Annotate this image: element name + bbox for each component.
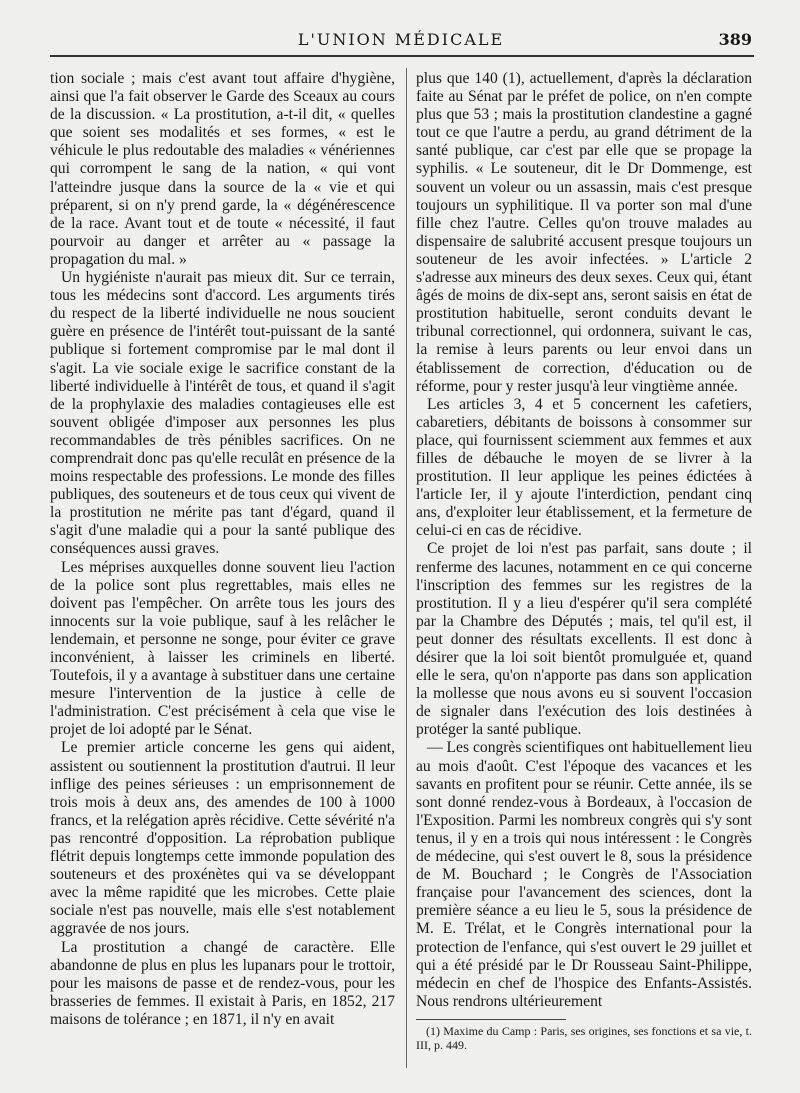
paragraph: plus que 140 (1), actuellement, d'après la déclaration faite au Sénat par le préfet de police, on n'en compte plus que 53 ; mais la prostitution clandestine a gagné tout ce que l'autre a perdu, au grand détriment de la santé publique, car c'est par elle que se propage la syphilis. « Le souteneur, dit le Dr Dommenge, est souvent un voleur ou un assassin, mais c'est presque toujours un syphilitique. Il va porter son mal d'une fille chez l'autre. Celles qu'on trouve malades au dispensaire de salubrité accusent presque toujours un souteneur de les avoir infectées. » L'article 2 s'adresse aux mineurs des deux sexes. Ceux qui, étant âgés de moins de dix-sept ans, seront saisis en état de prostitution habituelle, seront conduits devant le tribunal correctionnel, qui ordonnera, suivant le cas, la remise à leurs parents ou leur envoi dans un établissement de correction, d'éducation ou de réforme, pour y rester jusqu'à leur vingtième année. [416, 70, 752, 395]
right-column [416, 70, 752, 1052]
footnote: (1) Maxime du Camp : Paris, ses origines, ses fonctions et sa vie, t. III, p. 449. [416, 1023, 752, 1052]
footnote-rule [416, 1019, 566, 1020]
left-column [50, 70, 395, 1029]
paragraph: Le premier article concerne les gens qui aident, assistent ou soutiennent la prostitution d'autrui. Il leur inflige des peines sérieuses : un emprisonnement de trois mois à deux ans, des amendes de 100 à 1000 francs, et la relégation après récidive. Cette sévérité n'a pas rencontré d'opposition. La réprobation publique flétrit depuis longtemps cette immonde population des souteneurs et des proxénètes qui va se développant avec la même rapidité que les microbes. Cette plaie sociale n'est pas nouvelle, mais elle s'est notablement aggravée de nos jours. [50, 739, 395, 938]
page-number: 389 [718, 30, 752, 49]
paragraph: Ce projet de loi n'est pas parfait, sans doute ; il renferme des lacunes, notamment en ce qui concerne l'inscription des femmes sur les registres de la prostitution. Il y a lieu d'espérer qu'il sera complété par la Chambre des Députés ; mais, tel qu'il est, il peut donner des résultats excellents. Il est donc à désirer que la loi soit bientôt promulguée et, quand elle le sera, qu'on n'apporte pas dans son application la mollesse que nous avons eu si souvent l'occasion de signaler dans l'exécution des lois destinées à protéger la santé publique. [416, 540, 752, 739]
paragraph: — Les congrès scientifiques ont habituellement lieu au mois d'août. C'est l'époque des vacances et les savants en profitent pour se réunir. Cette année, ils se sont donné rendez-vous à Bordeaux, à l'occasion de l'Exposition. Parmi les nombreux congrès qui s'y sont tenus, il y en a trois qui nous intéressent : le Congrès de médecine, qui s'est ouvert le 8, sous la présidence de M. Bouchard ; le Congrès de l'Association française pour l'avancement des sciences, dont la première séance a eu lieu le 5, sous la présidence de M. E. Trélat, et le Congrès international pour la protection de l'enfance, qui s'est ouvert le 29 juillet et qui a été présidé par le Dr Rousseau Saint-Philippe, médecin en chef de l'hospice des Enfants-Assistés. Nous rendrons ultérieurement [416, 739, 752, 1010]
header-rule [50, 55, 754, 57]
running-title: L'UNION MÉDICALE [297, 30, 505, 49]
paragraph: La prostitution a changé de caractère. Elle abandonne de plus en plus les lupanars pour le trottoir, pour les maisons de passe et de rendez-vous, pour les brasseries de femmes. Il existait à Paris, en 1852, 217 maisons de tolérance ; en 1871, il n'y en avait [50, 938, 395, 1028]
column-divider [406, 68, 407, 1068]
page-header [50, 30, 752, 54]
paragraph: Un hygiéniste n'aurait pas mieux dit. Sur ce terrain, tous les médecins sont d'accord. Les arguments tirés du respect de la liberté individuelle ne nous soucient guère en présence de l'intérêt tout-puissant de la santé publique si fortement compromise par le mal dont il s'agit. La vie sociale exige le sacrifice constant de la liberté individuelle à l'intérêt de tous, et quand il s'agit de la prophylaxie des maladies contagieuses elle est souvent obligée d'imposer aux personnes les plus recommandables de très pénibles sacrifices. On ne comprendrait donc pas qu'elle reculât en présence de la moins respectable des professions. Le monde des filles publiques, des souteneurs et de tous ceux qui vivent de la prostitution ne mérite pas tant d'égard, quand il s'agit d'une maladie qui a pour la santé publique des conséquences aussi graves. [50, 269, 395, 558]
paragraph: Les articles 3, 4 et 5 concernent les cafetiers, cabaretiers, débitants de boissons à consommer sur place, qui fournissent sciemment aux femmes et aux filles de débauche le moyen de se livrer à la prostitution. Il leur applique les peines édictées à l'article Ier, il y ajoute l'interdiction, pendant cinq ans, d'exploiter leur établissement, et la fermeture de celui-ci en cas de récidive. [416, 395, 752, 540]
paragraph: tion sociale ; mais c'est avant tout affaire d'hygiène, ainsi que l'a fait observer le Garde des Sceaux au cours de la discussion. « La prostitution, a-t-il dit, « quelles que soient ses modalités et ses formes, « est le véhicule le plus redoutable des maladies « vénériennes qui corrompent le sang de la nation, « qui vont l'atteindre jusque dans la source de la « vie et qui préparent, si on n'y prend garde, la « dégénérescence de la race. Avant tout et de toute « nécessité, il faut pourvoir au danger et arrêter au « passage la propagation du mal. » [50, 70, 395, 268]
paragraph: Les méprises auxquelles donne souvent lieu l'action de la police sont plus regrettables, mais elles ne doivent pas l'empêcher. On arrête tous les jours des innocents sur la voie publique, sauf à les relâcher le lendemain, et personne ne songe, pour éviter ce grave inconvénient, à laisser les criminels en liberté. Toutefois, il y a avantage à substituer dans une certaine mesure l'intervention de la justice à celle de l'administration. C'est précisément à cela que vise le projet de loi adopté par le Sénat. [50, 558, 395, 739]
